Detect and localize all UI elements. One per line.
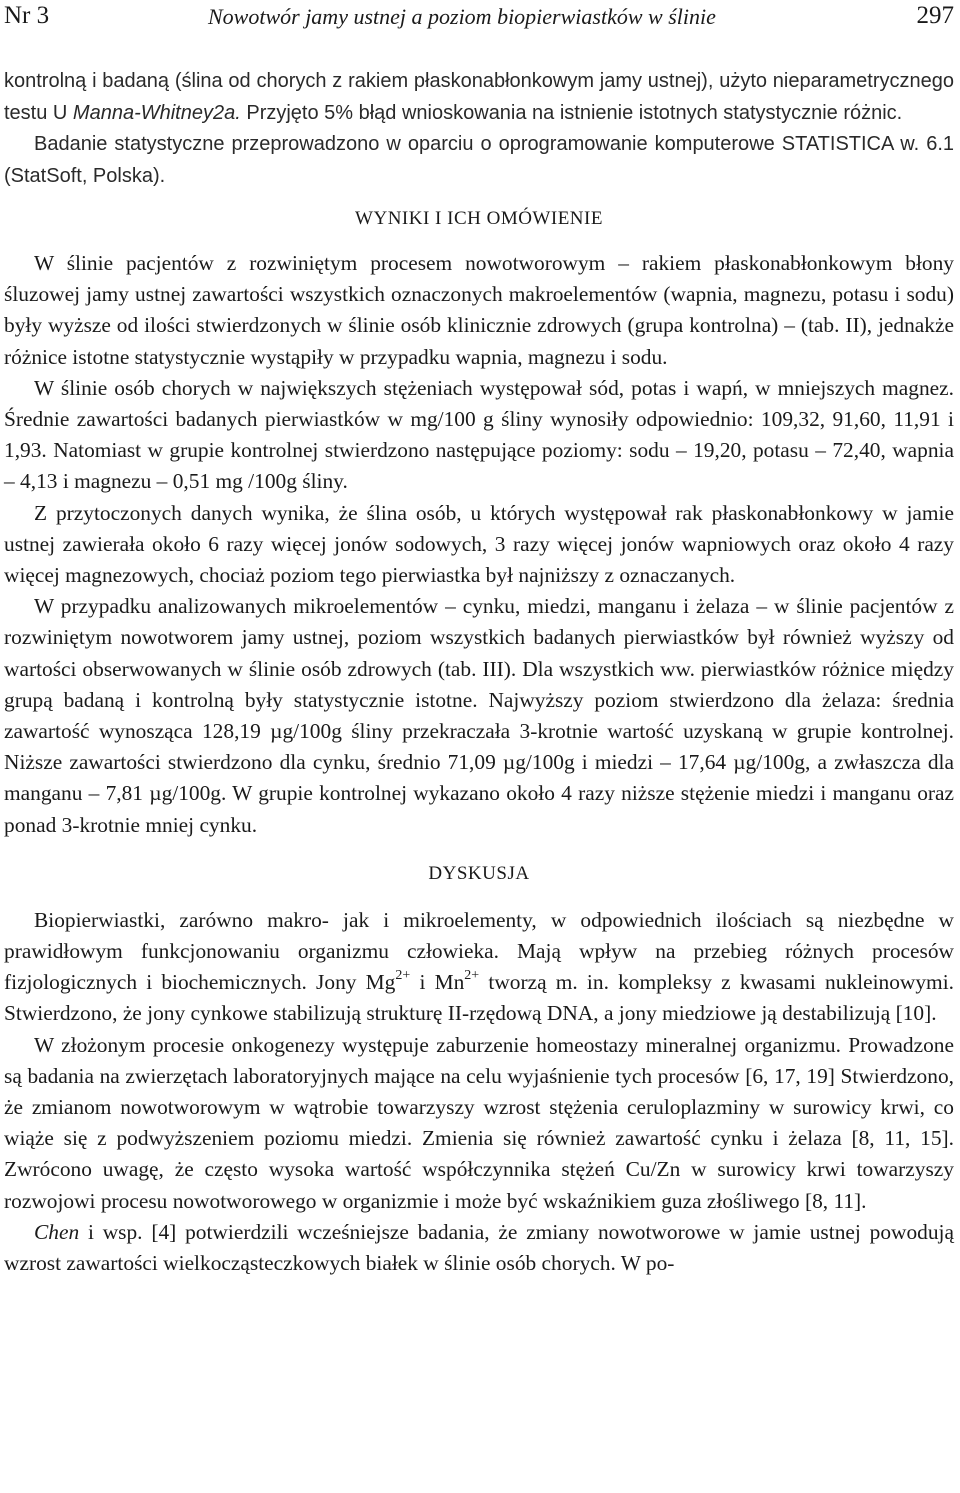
discussion-paragraph-1 (4, 905, 954, 1030)
section-heading-discussion: DYSKUSJA (428, 862, 530, 884)
discussion-paragraph-3 (4, 1217, 954, 1279)
italic-test-name: Manna-Whitney2a. (72, 101, 241, 124)
running-title: Nowotwór jamy ustnej a poziom biopierwiastków w ślinie (208, 4, 716, 29)
running-header (4, 2, 954, 34)
text-run: Biopierwiastki, zarówno makro- jak i mikroelementy, w odpowiednich ilościach są niezbędne w prawidłowym funkcjonowaniu organizmu człowieka. Mają wpływ na przebieg różnych procesów fizjologicznych i biochemicznych. Jony Mg (4, 907, 954, 995)
text-run: Przyjęto 5% błąd wnioskowania na istnienie istotnych statystycznie różnic. (240, 101, 903, 124)
results-paragraph-2: W ślinie osób chorych w największych stężeniach występował sód, potas i wapń, w mniejszych magnez. Średnie zawartości badanych pierwiastków w mg/100 g śliny wynosiły odpowiednio: 109,32, 91,60, 11,91 i 1,93. Natomiast w grupie kontrolnej stwierdzono następujące poziomy: sodu – 19,20, potasu – 72,40, wapnia – 4,13 i magnezu – 0,51 mg /100g śliny. (4, 375, 954, 494)
text-run: tworzą m. in. kompleksy z kwasami nukleinowymi. Stwierdzono, że jony cynkowe stabilizują strukturę II-rzędową DNA, a jony miedziowe ją destabilizują [10]. (4, 970, 954, 1026)
results-paragraph-3: Z przytoczonych danych wynika, że ślina osób, u których występował rak płaskonabłonkowy w jamie ustnej zawierała około 6 razy więcej jonów sodowych, 3 razy więcej jonów wapniowych oraz około 4 razy więcej magnezowych, chociaż poziom tego pierwiastka był najniższy z oznaczanych. (4, 500, 954, 588)
methods-paragraph-software: Badanie statystyczne przeprowadzono w oparciu o oprogramowanie komputerowe STATISTICA w. 6.1 (StatSoft, Polska). (4, 133, 954, 187)
superscript-charge: 2+ (464, 968, 480, 984)
results-paragraph-1: W ślinie pacjentów z rozwiniętym procesem nowotworowym – rakiem płaskonabłonkowym błony śluzowej jamy ustnej zawartości wszystkich oznaczonych makroelementów (wapnia, magnezu, potasu i sodu) były wyższe od ilości stwierdzonych w ślinie osób klinicznie zdrowych (grupa kontrolna) – (tab. II), jednakże różnice istotne statystycznie wystąpiły w przypadku wapnia, magnezu i sodu. (4, 251, 954, 369)
results-paragraph-4: W przypadku analizowanych mikroelementów – cynku, miedzi, manganu i żelaza – w ślinie pacjentów z rozwiniętym nowotworem jamy ustnej, poziom wszystkich badanych pierwiastków był również wyższy od wartości obserwowanych w ślinie osób zdrowych (tab. III). Dla wszystkich ww. pierwiastków różnice między grupą badaną i kontrolną były statystycznie istotne. Najwyższy poziom stwierdzono dla żelaza: średnia zawartość wynosząca 128,19 µg/100g śliny przekraczała 3-krotnie wartość uzyskaną w grupie kontrolnej. Niższe zawartości stwierdzono dla cynku, średnio 71,09 µg/100g i miedzi – 17,64 µg/100g, a zwłaszcza dla manganu – 7,81 µg/100g. W grupie kontrolnej wykazano około 4 razy niższe stężenie miedzi i manganu oraz ponad 3-krotnie mniej cynku. (4, 594, 954, 837)
text-run: i wsp. [4] potwierdzili wcześniejsze badania, że zmiany nowotworowe w jamie ustnej powodują wzrost zawartości wielkocząsteczkowych białek w ślinie osób chorych. W po- (4, 1219, 954, 1276)
text-run: i Mn (410, 970, 465, 995)
page-number: 297 (916, 2, 954, 29)
superscript-charge: 2+ (395, 968, 411, 984)
methods-paragraph-stats-test (4, 66, 954, 129)
section-heading-results: WYNIKI I ICH OMÓWIENIE (355, 208, 603, 229)
discussion-paragraph-2: W złożonym procesie onkogenezy występuje zaburzenie homeostazy mineralnej organizmu. Prowadzone są badania na zwierzętach laboratoryjnych mające na celu wyjaśnienie tych procesów [6, 17, 19] Stwierdzono, że zmianom nowotworowym w wątrobie towarzyszy wzrost stężenia ceruloplazminy w surowicy krwi, co wiąże się z podwyższeniem poziomu miedzi. Zmienia się również zawartość cynku i żelaza [8, 11, 15]. Zwrócono uwagę, że często wysoka wartość współczynnika stężeń Cu/Zn w surowicy krwi towarzyszy rozwojowi procesu nowotworowego w organizmie i może być wskaźnikiem guza złośliwego [8, 11]. (4, 1032, 954, 1213)
author-name-italic: Chen (34, 1219, 80, 1244)
issue-number: Nr 3 (4, 2, 50, 29)
article-body (4, 66, 954, 1279)
text-run: kontrolną i badaną (ślina od chorych z rakiem płaskonabłonkowym jamy ustnej), użyto nieparametrycznego testu U (4, 70, 954, 124)
